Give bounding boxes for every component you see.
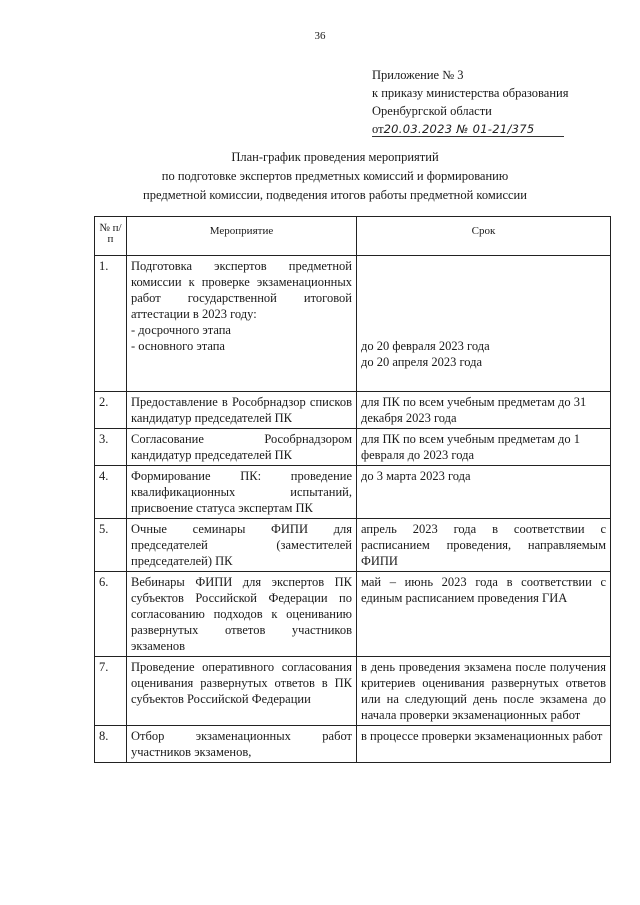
table-row [95,572,611,657]
row-deadline: май – июнь 2023 года в соответствии с единым расписанием проведения ГИА [357,572,611,657]
row-deadline-text: до 20 апреля 2023 года [361,355,483,369]
row-event: Согласование Рособрнадзором кандидатур председателей ПК [127,429,357,466]
row-deadline-text: до 20 февраля 2023 года [361,339,490,353]
plan-title-line-3: предметной комиссии, подведения итогов работы предметной комиссии [143,188,527,202]
row-deadline-spacer [361,274,606,290]
table-row [95,657,611,726]
row-event-item: - досрочного этапа [131,323,231,337]
row-deadline-spacer [361,322,606,338]
row-number: 5. [95,519,127,572]
page-number: 36 [314,30,326,42]
row-event: Предоставление в Рособрнадзор списков кандидатур председателей ПК [127,392,357,429]
header-event: Мероприятие [127,217,357,256]
row-number: 3. [95,429,127,466]
row-number: 4. [95,466,127,519]
table-row [95,519,611,572]
row-deadline: в процессе проверки экзаменационных работ [357,726,611,763]
row-deadline: для ПК по всем учебным предметам до 1 февраля до 2023 года [357,429,611,466]
table-row [95,466,611,519]
row-deadline-spacer [361,290,606,306]
appendix-date-prefix: от [372,122,384,136]
table-row [95,392,611,429]
row-event: Формирование ПК: проведение квалификационных испытаний, присвоение статуса экспертам ПК [127,466,357,519]
plan-title-line-1: План-график проведения мероприятий [231,150,439,164]
row-deadline-spacer [361,258,606,274]
row-event-item: - основного этапа [131,339,225,353]
table-header-row [95,217,611,256]
row-deadline: для ПК по всем учебным предметам до 31 декабря 2023 года [357,392,611,429]
row-event [127,256,357,392]
appendix-header [372,66,634,138]
header-deadline: Срок [357,217,611,256]
appendix-title: Приложение № 3 [372,68,464,82]
header-number: № п/п [95,217,127,256]
row-event: Вебинары ФИПИ для экспертов ПК субъектов Российской Федерации по согласованию подходов к оцениванию развернутых ответов участников экзаменов [127,572,357,657]
row-deadline: апрель 2023 года в соответствии с расписанием проведения, направляемым ФИПИ [357,519,611,572]
row-deadline: до 3 марта 2023 года [357,466,611,519]
row-event: Очные семинары ФИПИ для председателей (заместителей председателей) ПК [127,519,357,572]
row-event: Проведение оперативного согласования оценивания развернутых ответов в ПК субъектов Российской Федерации [127,657,357,726]
plan-title-line-2: по подготовке экспертов предметных комиссий и формированию [161,169,509,183]
row-deadline [357,256,611,392]
row-event-text: Подготовка экспертов предметной комиссии к проверке экзаменационных работ государственной итоговой аттестации в 2023 году: [131,259,352,321]
row-deadline-spacer [361,306,606,322]
appendix-order-reference: к приказу министерства образования [372,86,569,100]
table-row [95,429,611,466]
row-event: Отбор экзаменационных работ участников экзаменов, [127,726,357,763]
appendix-date-number [372,120,634,138]
row-deadline: в день проведения экзамена после получения критериев оценивания развернутых ответов или на следующий день после экзамена до начала проверки экзаменационных работ [357,657,611,726]
schedule-table [94,216,611,763]
plan-title [95,148,575,205]
table-row [95,256,611,392]
row-number: 7. [95,657,127,726]
table-row [95,726,611,763]
handwritten-date-number: 20.03.2023 № 01-21/375 [383,122,535,136]
row-number: 1. [95,256,127,392]
appendix-region: Оренбургской области [372,104,492,118]
row-number: 8. [95,726,127,763]
date-underline [372,136,564,137]
row-number: 6. [95,572,127,657]
row-number: 2. [95,392,127,429]
